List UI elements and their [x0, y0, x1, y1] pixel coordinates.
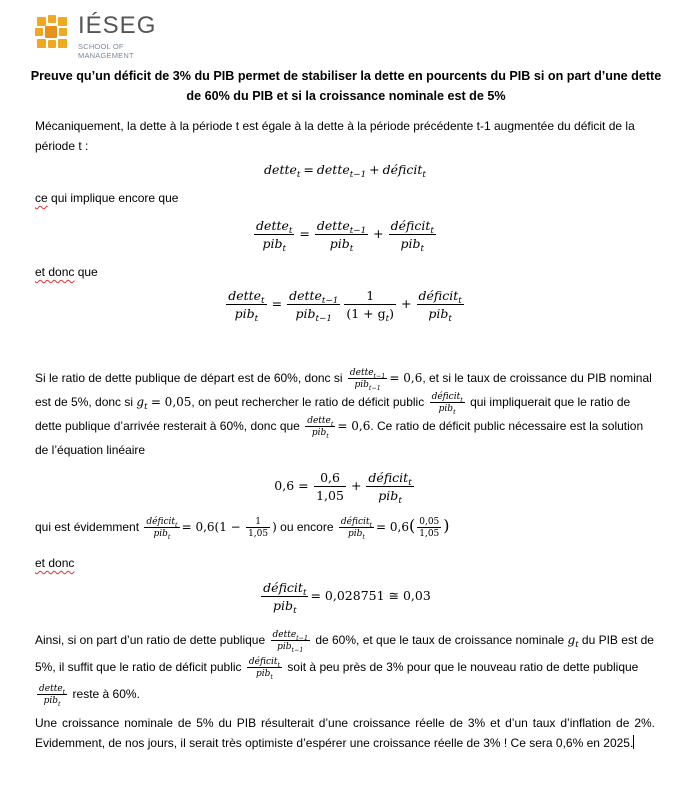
ratio-paragraph: Si le ratio de dette publique de départ est de 60%, donc si $\frac{dette_{t-1}}{pib_{t-1}}$ = 0,6, et si le taux de croissance du PIB nominal est de 5%, donc si $g_t = 0,05$, on peut rechercher le ratio de déficit public $\frac{déficit_t}{pib_t}$ qui impliquerait que le ratio de dette publique d’arrivée resterait à 60%, donc que $\frac{dette_t}{pib_t}$ = 0,6. Ce ratio de déficit public nécessaire est la solution de l’équation linéaire [35, 367, 652, 457]
logo-tagline: SCHOOL OF MANAGEMENT [78, 42, 134, 60]
equation-2: $\frac{dette_t}{pib_t}$ = $\frac{dette_{t-1}}{pib_t}$ + $\frac{déficit_t}{pib_t}$ [256, 218, 434, 254]
et-donc-paragraph-1: et donc que [35, 265, 98, 279]
equation-5: $\frac{déficit_t}{pib_t}$ = 0,028751 ≅ 0,03 [263, 580, 431, 616]
intro-paragraph: Mécaniquement, la dette à la période t est égale à la dette à la période précédente t-1 augmentée du déficit de la période t : [35, 119, 635, 153]
sun-icon [34, 14, 74, 54]
page-title: Preuve qu’un déficit de 3% du PIB permet de stabiliser la dette en pourcents du PIB si on part d’une dette de 60% du PIB et si la croissance nominale est de 5% [30, 69, 662, 103]
conclusion-paragraph: Une croissance nominale de 5% du PIB résulterait d’une croissance réelle de 3% et d’un taux d’inflation de 2%. Evidemment, de nos jours, il serait très optimiste d’espérer une croissance réelle de 3% ! Ce sera 0,6% en 2025. [35, 716, 655, 750]
equation-3: $\frac{dette_t}{pib_t}$ = $\frac{dette_{t-1}}{pib_{t-1}}$ $\frac{1}{(1 + g_t)}$ + $\frac{déficit_t}{pib_t}$ [228, 288, 462, 324]
et-donc-paragraph-2: et donc [35, 556, 75, 570]
equation-1: dette$_t$ = dette$_{t-1}$ + déficit$_t$ [264, 162, 426, 180]
evident-paragraph: qui est évidemment $\frac{déficit_t}{pib_t}$ = 0,6(1 − $\frac{1}{1,05}$ ) ou encore $\frac{déficit_t}{pib_t}$ = 0,6( $\frac{0,05}{1,05}$ ) [35, 516, 450, 541]
text-caret [633, 735, 634, 749]
logo-wordmark: IÉSEG [78, 12, 157, 39]
equation-4: 0,6 = $\frac{0,6}{1,05}$ + $\frac{déficit_t}{pib_t}$ [274, 470, 412, 506]
ce-paragraph: ce qui implique encore que [35, 191, 179, 205]
ieseg-logo [34, 12, 174, 60]
ainsi-paragraph: Ainsi, si on part d’un ratio de dette publique $\frac{dette_{t-1}}{pib_{t-1}}$ de 60%, et que le taux de croissance nominale $g_t$ du PIB est de 5%, il suffit que le ratio de déficit public $\frac{déficit_t}{pib_t}$ soit à peu près de 3% pour que le nouveau ratio de dette publique $\frac{dette_t}{pib_t}$ reste à 60%. [35, 629, 654, 708]
